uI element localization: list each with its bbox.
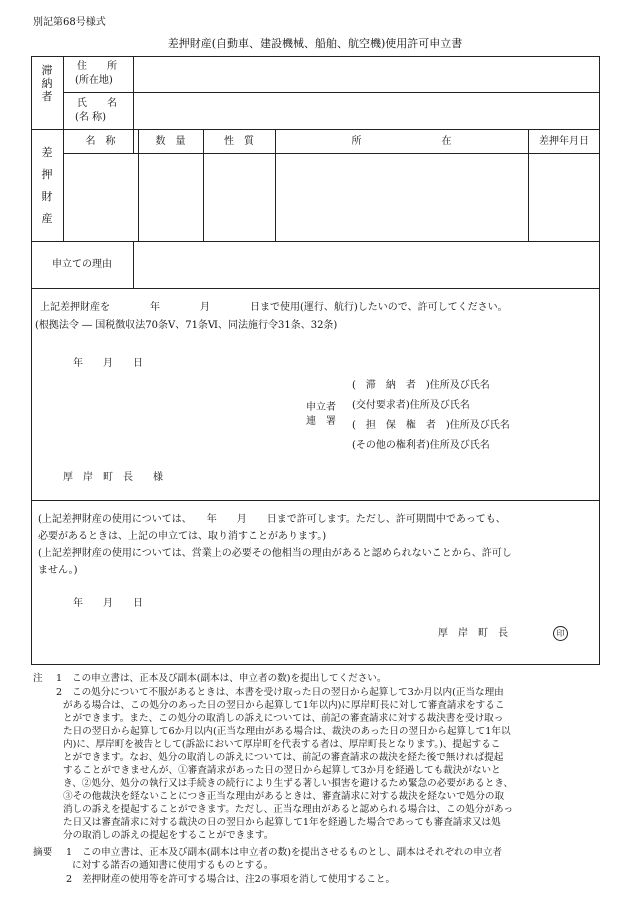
column-header: 数 量 — [155, 136, 186, 147]
form-title: 差押財産(自動車、建設機械、船舶、航空機)使用許可申立書 — [167, 37, 463, 50]
note-line: 消しの訴えを提起することができます。ただし、正当な理由があると認められる場合は、この処分があっ — [63, 804, 514, 815]
note-line: とができます。また、この処分の取消しの訴えについては、前記の審査請求に対する裁決書を受け取っ — [63, 713, 504, 724]
divider — [31, 500, 600, 501]
note-line: き、②処分、処分の執行又は手続きの続行により生ずる著しい損害を避けるため緊急の必要があるとき、 — [63, 778, 514, 789]
signer: 厚 岸 町 長 — [438, 628, 508, 639]
address-label: 住 所 — [77, 61, 117, 72]
notes-label: 注 — [33, 673, 43, 684]
summary-label: 摘要 — [33, 847, 53, 858]
denial-text: ません。) — [38, 565, 78, 576]
divider — [63, 92, 600, 93]
reason-label: 申立ての理由 — [52, 259, 112, 270]
column-header: 名 称 — [85, 136, 116, 147]
address-sub-label: (所在地) — [75, 75, 113, 86]
name-label: 氏 名 — [77, 98, 117, 109]
summary-number: 2 — [66, 874, 73, 885]
taxpayer-side-label: 滞納者 — [41, 64, 53, 103]
note-line: 内)に、厚岸町を被告として(訴訟において厚岸町を代表する者は、厚岸町長となります。)、提起するこ — [63, 739, 501, 750]
summary-line: 差押財産の使用等を許可する場合は、注2の事項を消して使用すること。 — [82, 874, 396, 885]
divider — [133, 241, 134, 288]
divider — [31, 241, 600, 242]
divider — [63, 153, 600, 154]
denial-text: (上記差押財産の使用については、営業上の必要その他相当の理由があると認められないことから、許可し — [38, 548, 512, 559]
permission-date: 年 月 日 — [73, 598, 143, 609]
note-line: た日又は審査請求に対する裁決の日の翌日から起算して1年を経過した場合であっても審査請求又は処 — [63, 817, 501, 828]
summary-line: この申立書は、正本及び副本(副本は申立者の数)を提出させるものとし、副本はそれぞれの申立者 — [82, 847, 503, 858]
form-number: 別記第68号様式 — [33, 17, 106, 28]
request-date: 年 月 日 — [73, 358, 143, 369]
role-secured-creditor: ( 担 保 権 者 )住所及び氏名 — [352, 420, 510, 431]
property-side-label: 差押財産 — [41, 146, 53, 225]
note-line: この申立書は、正本及び副本(副本は、申立者の数)を提出してください。 — [72, 673, 387, 684]
note-line: とができます。なお、処分の取消しの訴えについては、前記の審査請求の裁決を経た後で無ければ提起 — [63, 752, 504, 763]
seal-mark: 印 — [553, 626, 568, 641]
note-line: がある場合は、この処分のあった日の翌日から起算して1年以内)に厚岸町長に対して審査請求をするこ — [63, 700, 505, 711]
joint-signature-label: 連 署 — [306, 416, 336, 427]
legal-basis: (根拠法令 ― 国税徴収法70条Ⅴ、71条Ⅵ、同法施行令31条、32条) — [35, 320, 338, 331]
note-line: ③その他裁決を経ないことにつき正当な理由があるときは、審査請求に対する裁決を経ないで処分の取 — [63, 791, 505, 802]
applicant-label: 申立者 — [306, 402, 336, 413]
request-text: 上記差押財産を 年 月 日まで使用(運行、航行)したいので、許可してください。 — [40, 302, 508, 313]
note-line: た日の翌日から起算して6か月以内(正当な理由がある場合は、裁決のあった日の翌日から起算して1年以 — [63, 726, 511, 737]
note-number: 2 — [56, 687, 63, 698]
divider — [31, 288, 600, 289]
note-line: 分の取消しの訴えの提起をすることができます。 — [63, 830, 274, 841]
divider — [31, 129, 600, 130]
name-sub-label: (名 称) — [75, 112, 106, 123]
note-line: することができませんが、①審査請求があった日の翌日から起算して3か月を経過しても裁決がないと — [63, 765, 501, 776]
role-other-right-holder: (その他の権利者)住所及び氏名 — [352, 440, 490, 451]
summary-line: に対する諾否の通知書に使用するものとする。 — [72, 860, 274, 871]
role-taxpayer: ( 滞 納 者 )住所及び氏名 — [352, 380, 490, 391]
permission-text: 必要があるときは、上記の申立ては、取り消すことがあります。) — [38, 531, 327, 542]
summary-number: 1 — [66, 847, 73, 858]
divider — [63, 56, 64, 241]
addressee: 厚 岸 町 長 様 — [63, 472, 163, 483]
note-line: この処分について不服があるときは、本書を受け取った日の翌日から起算して3か月以内(正当な理由 — [72, 687, 504, 698]
note-number: 1 — [56, 673, 63, 684]
permission-text: (上記差押財産の使用については、 年 月 日まで許可します。ただし、許可期間中であっても、 — [38, 514, 506, 525]
role-claimant: (交付要求者)住所及び氏名 — [352, 400, 470, 411]
column-header: 性 質 — [224, 136, 254, 147]
column-header: 所 在 — [351, 136, 452, 147]
column-header: 差押年月日 — [539, 136, 589, 147]
